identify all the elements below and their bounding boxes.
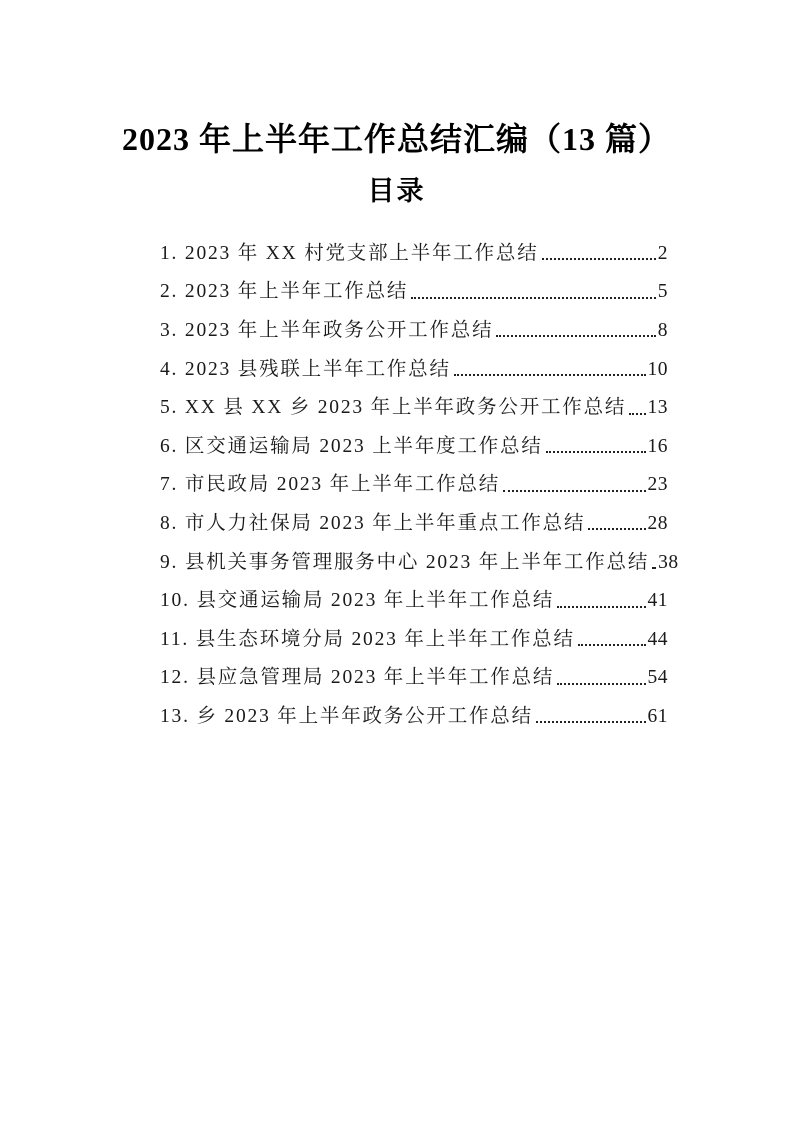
toc-entry-label: 9. 县机关事务管理服务中心 2023 年上半年工作总结	[160, 551, 650, 573]
toc-entry-page: 13	[647, 397, 668, 419]
toc-leader-dots	[536, 721, 646, 723]
toc-leader-dots	[588, 528, 645, 530]
toc-leader-dots	[496, 335, 655, 337]
toc-leader-dots	[578, 644, 646, 646]
toc-entry-page: 16	[647, 435, 668, 457]
toc-entry[interactable]	[160, 423, 668, 462]
toc-entry[interactable]	[160, 307, 668, 346]
toc-entry-page: 38	[658, 551, 679, 573]
document-title: 2023 年上半年工作总结汇编（13 篇）	[121, 121, 671, 157]
toc-entry[interactable]	[160, 616, 668, 655]
toc-list	[160, 230, 679, 732]
toc-entry-page: 28	[647, 512, 668, 534]
toc-entry-label: 5. XX 县 XX 乡 2023 年上半年政务公开工作总结	[160, 397, 627, 419]
toc-entry-label: 13. 乡 2023 年上半年政务公开工作总结	[160, 705, 533, 727]
toc-leader-dots	[652, 567, 656, 569]
toc-entry[interactable]	[160, 538, 679, 577]
toc-entry-page: 8	[657, 319, 668, 341]
toc-entry-page: 41	[647, 590, 668, 612]
toc-entry-label: 4. 2023 县残联上半年工作总结	[160, 358, 451, 380]
toc-entry-label: 11. 县生态环境分局 2023 年上半年工作总结	[160, 628, 575, 650]
toc-entry[interactable]	[160, 693, 668, 732]
toc-entry-label: 7. 市民政局 2023 年上半年工作总结	[160, 474, 501, 496]
toc-leader-dots	[557, 683, 645, 685]
toc-entry[interactable]	[160, 577, 668, 616]
toc-entry[interactable]	[160, 461, 668, 500]
toc-entry[interactable]	[160, 654, 668, 693]
toc-entry[interactable]	[160, 384, 668, 423]
toc-entry-label: 1. 2023 年 XX 村党支部上半年工作总结	[160, 242, 539, 264]
toc-entry[interactable]	[160, 500, 668, 539]
toc-leader-dots	[411, 297, 656, 299]
toc-entry-page: 5	[657, 281, 668, 303]
toc-entry-page: 2	[657, 242, 668, 264]
toc-leader-dots	[546, 451, 646, 453]
toc-heading: 目录	[367, 176, 426, 207]
toc-entry[interactable]	[160, 230, 668, 269]
toc-leader-dots	[629, 413, 645, 415]
toc-entry-page: 44	[647, 628, 668, 650]
toc-entry-label: 10. 县交通运输局 2023 年上半年工作总结	[160, 590, 555, 612]
toc-entry-page: 61	[647, 705, 668, 727]
toc-entry-page: 10	[647, 358, 668, 380]
toc-entry-label: 6. 区交通运输局 2023 上半年度工作总结	[160, 435, 543, 457]
toc-entry-label: 2. 2023 年上半年工作总结	[160, 281, 409, 303]
toc-entry-label: 8. 市人力社保局 2023 年上半年重点工作总结	[160, 512, 586, 534]
toc-entry-page: 54	[647, 667, 668, 689]
toc-leader-dots	[503, 490, 645, 492]
toc-entry-label: 3. 2023 年上半年政务公开工作总结	[160, 319, 494, 341]
toc-leader-dots	[454, 374, 646, 376]
toc-entry[interactable]	[160, 345, 668, 384]
toc-leader-dots	[542, 258, 656, 260]
toc-leader-dots	[557, 606, 645, 608]
toc-entry[interactable]	[160, 268, 668, 307]
toc-entry-page: 23	[647, 474, 668, 496]
toc-entry-label: 12. 县应急管理局 2023 年上半年工作总结	[160, 667, 555, 689]
